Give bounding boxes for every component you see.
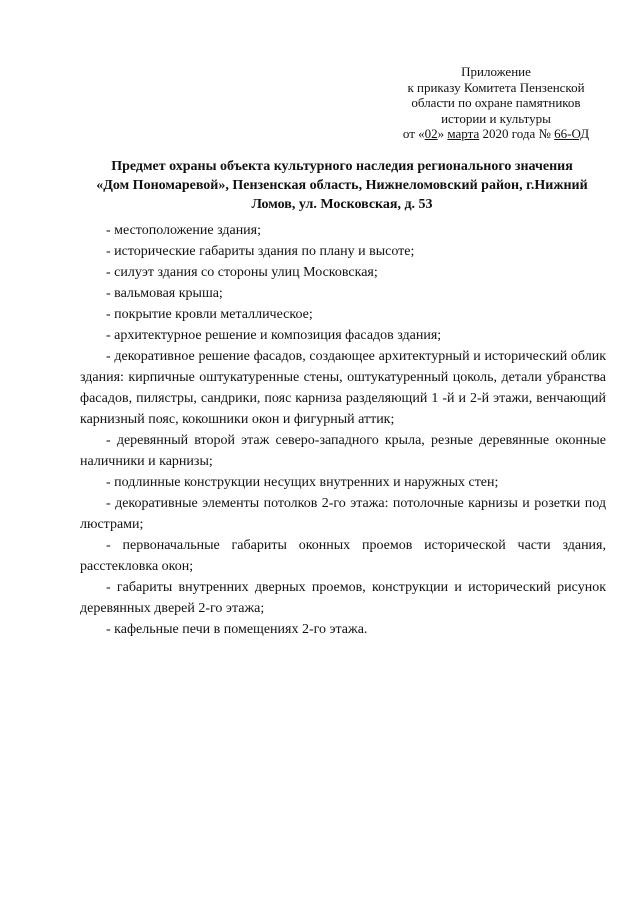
title-line-2: «Дом Пономаревой», Пензенская область, Нижнеломовский район, г.Нижний	[96, 178, 588, 193]
list-item: - подлинные конструкции несущих внутренних и наружных стен;	[106, 475, 499, 490]
list-item: - декоративные элементы потолков 2-го этажа: потолочные карнизы и розетки под люстрами;	[80, 496, 606, 532]
date-prefix: от «	[402, 126, 425, 141]
appendix-header	[386, 64, 606, 142]
list-item: - местоположение здания;	[106, 223, 262, 238]
title-line-1: Предмет охраны объекта культурного наследия регионального значения	[111, 159, 573, 174]
list-item: - декоративное решение фасадов, создающее архитектурный и исторический облик здания: кирпичные оштукатуренные стены, оштукатуренный цоколь, детали убранства фасадов, пилястры, сандрики, пояс карниза разделяющий 1 -й и 2-й этажи, венчающий карнизный пояс, кокошники окон и фигурный аттик;	[80, 349, 606, 427]
appendix-order-line: к приказу Комитета Пензенской	[407, 79, 585, 95]
list-item: - исторические габариты здания по плану и высоте;	[106, 244, 415, 259]
appendix-history-line: истории и культуры	[441, 110, 551, 126]
title-line-3: Ломов, ул. Московская, д. 53	[251, 197, 433, 212]
date-sep: »	[437, 126, 448, 141]
protection-items-list	[80, 220, 606, 640]
order-number: 66-ОД	[554, 126, 590, 141]
list-item: - первоначальные габариты оконных проемов исторической части здания, расстекловка окон;	[80, 538, 606, 574]
list-item: - деревянный второй этаж северо-западного крыла, резные деревянные оконные наличники и карнизы;	[80, 433, 606, 469]
appendix-date-line	[386, 126, 606, 142]
list-item: - вальмовая крыша;	[106, 286, 223, 301]
document-title	[80, 157, 604, 214]
appendix-label: Приложение	[461, 64, 531, 79]
list-item: - архитектурное решение и композиция фасадов здания;	[106, 328, 442, 343]
list-item: - покрытие кровли металлическое;	[106, 307, 313, 322]
appendix-committee-line: области по охране памятников	[411, 95, 581, 110]
list-item: - кафельные печи в помещениях 2-го этажа.	[106, 622, 368, 637]
list-item: - габариты внутренних дверных проемов, конструкции и исторический рисунок деревянных дверей 2-го этажа;	[80, 580, 606, 616]
date-year: 2020 года №	[479, 126, 555, 141]
list-item: - силуэт здания со стороны улиц Московская;	[106, 265, 378, 280]
date-day: 02	[424, 126, 438, 141]
date-month: марта	[447, 126, 480, 141]
